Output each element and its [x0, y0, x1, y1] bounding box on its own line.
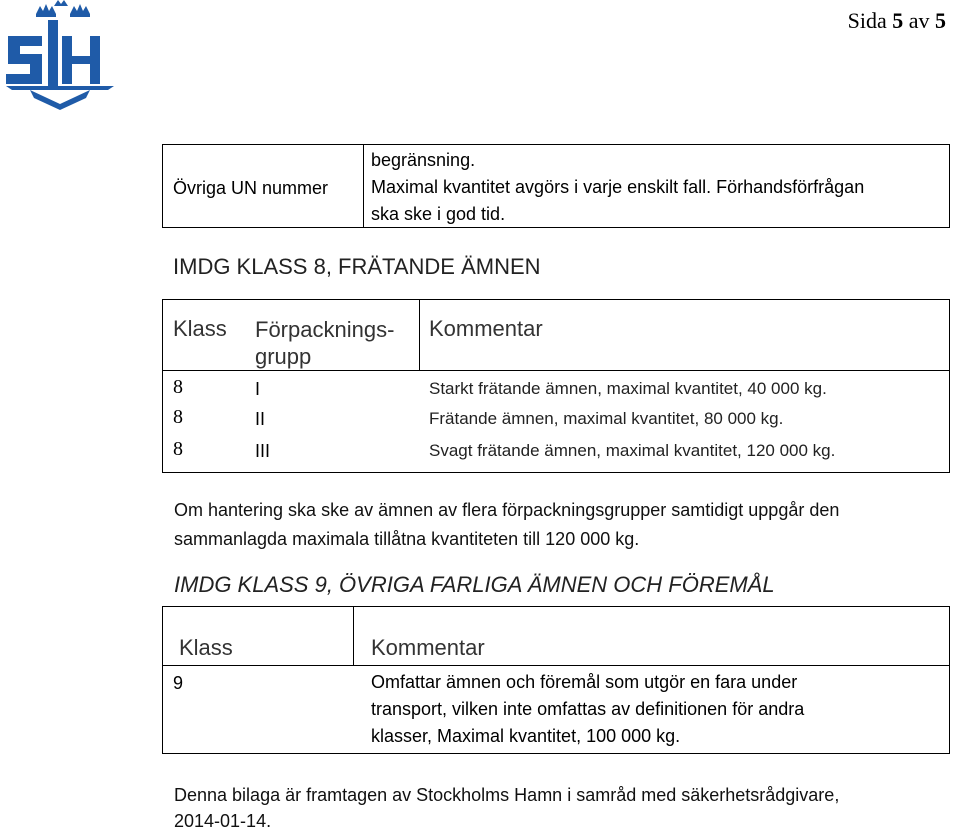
header-packing-group: [255, 316, 394, 370]
page-prefix: Sida: [847, 8, 887, 33]
note-line: sammanlagda maximala tillåtna kvantiteten till 120 000 kg.: [174, 529, 640, 549]
comment-line: Omfattar ämnen och föremål som utgör en fara under: [371, 672, 798, 692]
column-divider: [363, 145, 364, 227]
row-class: 9: [173, 673, 184, 693]
row-class: 8: [173, 438, 183, 460]
comment-line: transport, vilken inte omfattas av definitionen för andra: [371, 699, 805, 719]
header-comment: Kommentar: [371, 635, 485, 660]
header-class: Klass: [179, 635, 233, 660]
class9-heading: IMDG KLASS 9, ÖVRIGA FARLIGA ÄMNEN OCH FÖREMÅL: [174, 572, 775, 597]
row-group: II: [255, 409, 266, 429]
footer-line: Denna bilaga är framtagen av Stockholms Hamn i samråd med säkerhetsrådgivare,: [174, 785, 840, 805]
row-class: 8: [173, 406, 183, 428]
header-column-separator: [419, 300, 420, 370]
row-comment: Svagt frätande ämnen, maximal kvantitet, 120 000 kg.: [429, 441, 836, 460]
row-group: III: [255, 441, 271, 461]
page-total: 5: [935, 8, 946, 33]
row-comment: Frätande ämnen, maximal kvantitet, 80 000 kg.: [429, 409, 784, 428]
footer-line: 2014-01-14.: [174, 811, 272, 831]
row-comment: Starkt frätande ämnen, maximal kvantitet, 40 000 kg.: [429, 379, 827, 398]
row-label: Övriga UN nummer: [173, 178, 329, 198]
header-row-separator: [163, 370, 949, 371]
header-comment: Kommentar: [429, 316, 543, 341]
comment-line: ska ske i god tid.: [371, 204, 506, 224]
stockholms-hamn-logo: [0, 0, 120, 112]
header-class: Klass: [173, 316, 227, 341]
class8-note: [174, 496, 944, 554]
comment-line: begränsning.: [371, 150, 476, 170]
other-un-numbers-table: [162, 144, 950, 228]
footer-note: [174, 782, 954, 834]
page-separator: av: [908, 8, 930, 33]
header-packing-line: Förpacknings-: [255, 317, 395, 342]
row-comment: [371, 669, 931, 750]
class9-table: [162, 606, 950, 754]
page-current: 5: [892, 8, 904, 33]
class8-table: [162, 299, 950, 473]
row-comment: [371, 147, 946, 228]
header-column-separator: [353, 607, 354, 665]
header-row-separator: [163, 665, 949, 666]
comment-line: Maximal kvantitet avgörs i varje enskilt fall. Förhandsförfrågan: [371, 177, 865, 197]
note-line: Om hantering ska ske av ämnen av flera förpackningsgrupper samtidigt uppgår den: [174, 500, 840, 520]
comment-line: klasser, Maximal kvantitet, 100 000 kg.: [371, 726, 681, 746]
class8-heading: IMDG KLASS 8, FRÄTANDE ÄMNEN: [173, 254, 541, 279]
header-packing-line: grupp: [255, 344, 312, 369]
page-number: [848, 8, 946, 34]
row-class: 8: [173, 376, 183, 398]
row-group: I: [255, 379, 261, 399]
